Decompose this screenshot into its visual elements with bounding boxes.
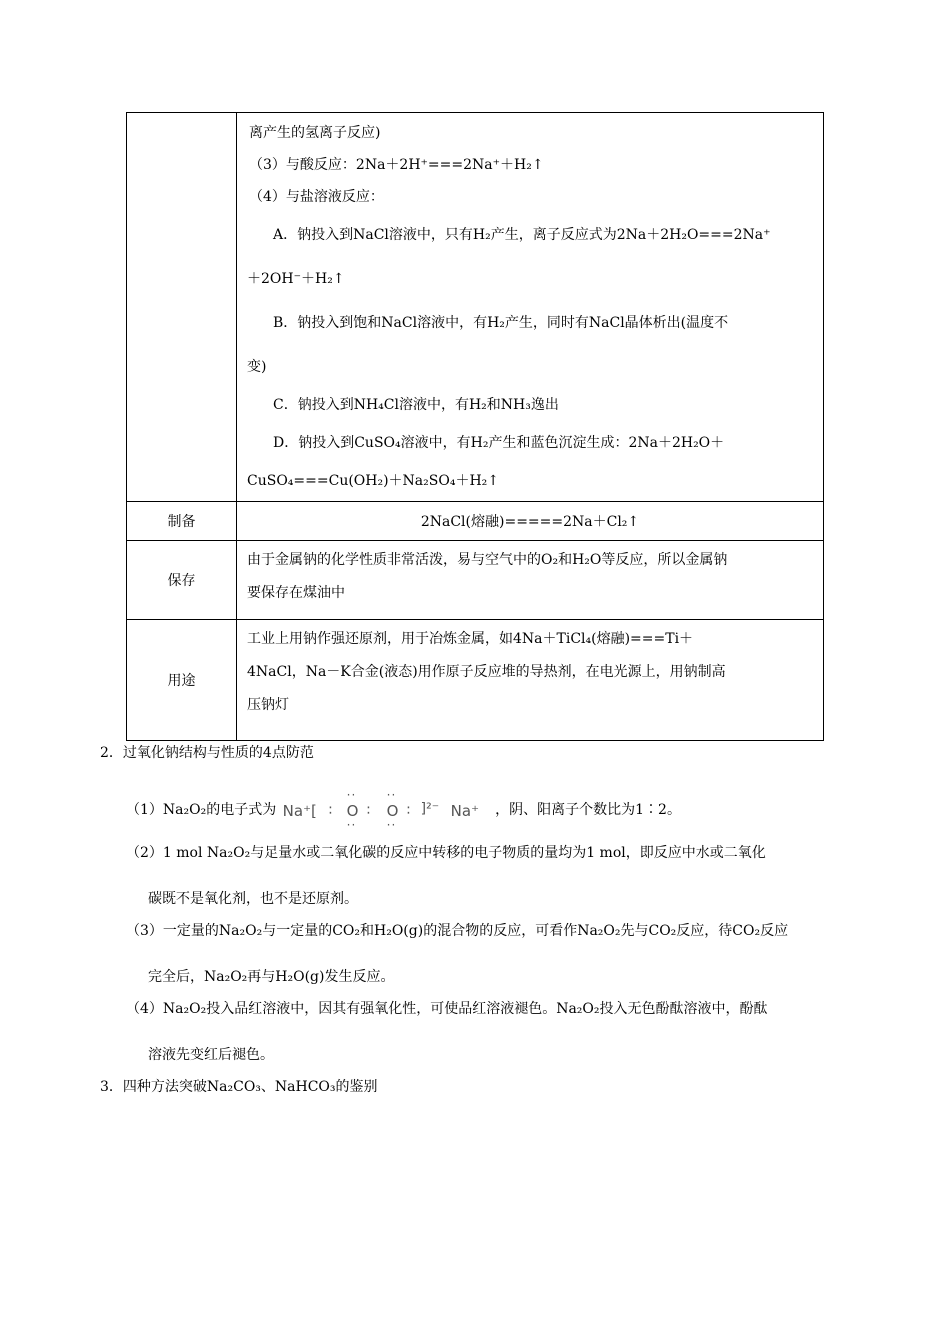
point-4-line1: （4）Na₂O₂投入品红溶液中，因其有强氧化性，可使品红溶液褪色。Na₂O₂投入无色酚酞溶液中，酚酞	[126, 1001, 768, 1017]
reaction-d-line1: D．钠投入到CuSO₄溶液中，有H₂产生和蓝色沉淀生成：2Na＋2H₂O＋	[273, 435, 725, 451]
point-3-line2: 完全后，Na₂O₂再与H₂O(g)发生反应。	[148, 969, 395, 985]
point-2-line2: 碳既不是氧化剂，也不是还原剂。	[148, 891, 358, 907]
table-row-store	[127, 541, 824, 620]
electron-formula	[281, 790, 491, 830]
store-line1: 由于金属钠的化学性质非常活泼，易与空气中的O₂和H₂O等反应，所以金属钠	[247, 552, 728, 568]
formula-colon: ∶	[406, 803, 411, 819]
table-row-use	[127, 620, 824, 741]
formula-close: ]²⁻	[420, 801, 440, 817]
reaction-acid: （3）与酸反应：2Na＋2H⁺===2Na⁺＋H₂↑	[249, 157, 544, 173]
section-3-heading: 3．四种方法突破Na₂CO₃、NaHCO₃的鉴别	[100, 1079, 378, 1095]
point-2-line1: （2）1 mol Na₂O₂与足量水或二氧化碳的反应中转移的电子物质的量均为1 mol，即反应中水或二氧化	[126, 845, 766, 861]
reactions-cell	[237, 113, 824, 502]
use-line1: 工业上用钠作强还原剂，用于冶炼金属，如4Na＋TiCl₄(熔融)===Ti＋	[247, 631, 694, 647]
reaction-salt-heading: （4）与盐溶液反应：	[249, 189, 384, 205]
store-cell	[237, 541, 824, 620]
formula-dots: ··	[346, 788, 357, 802]
prep-cell	[237, 502, 824, 541]
use-line2: 4NaCl，Na－K合金(液态)用作原子反应堆的导热剂，在电光源上，用钠制高	[247, 664, 726, 680]
formula-na-left: Na⁺[	[282, 802, 317, 820]
prep-equation: 2NaCl(熔融)=====2Na＋Cl₂↑	[420, 514, 640, 530]
reaction-c-line1: C．钠投入到NH₄Cl溶液中，有H₂和NH₃逸出	[273, 397, 559, 413]
use-cell	[237, 620, 824, 741]
formula-colon: ∶	[328, 803, 333, 819]
formula-o1: O	[346, 802, 359, 820]
use-line3: 压钠灯	[247, 697, 289, 713]
formula-o2: O	[386, 802, 399, 820]
point-4-line2: 溶液先变红后褪色。	[148, 1047, 274, 1063]
reaction-b-line1: B．钠投入到饱和NaCl溶液中，有H₂产生，同时有NaCl晶体析出(温度不	[273, 315, 729, 331]
formula-dots: ··	[386, 788, 397, 802]
point-2	[126, 842, 866, 910]
formula-dots: ··	[386, 818, 397, 832]
point-4	[126, 998, 866, 1066]
point-1-pre: （1）Na₂O₂的电子式为	[126, 802, 277, 818]
point-3	[126, 920, 866, 988]
reaction-line: 离产生的氢离子反应)	[249, 125, 381, 141]
formula-na-right: Na⁺	[450, 802, 480, 820]
prep-label: 制备	[127, 502, 237, 541]
reaction-d-line2: CuSO₄===Cu(OH₂)＋Na₂SO₄＋H₂↑	[247, 473, 499, 489]
reaction-b-line2: 变)	[247, 359, 267, 375]
formula-colon: ∶	[366, 803, 371, 819]
section-2-heading: 2．过氧化钠结构与性质的4点防范	[100, 745, 314, 761]
reaction-a-line1: A．钠投入到NaCl溶液中，只有H₂产生，离子反应式为2Na＋2H₂O===2Na⁺	[273, 227, 771, 243]
point-3-line1: （3）一定量的Na₂O₂与一定量的CO₂和H₂O(g)的混合物的反应，可看作Na₂O₂先与CO₂反应，待CO₂反应	[126, 923, 789, 939]
table-row-reactions	[127, 113, 824, 502]
reaction-a-line2: ＋2OH⁻＋H₂↑	[247, 271, 345, 287]
empty-label-cell	[127, 113, 237, 502]
point-1-post: ，阴、阳离子个数比为1∶2。	[495, 802, 681, 818]
store-label: 保存	[127, 541, 237, 620]
formula-dots: ··	[346, 818, 357, 832]
table-row-prep	[127, 502, 824, 541]
sodium-properties-table	[126, 112, 824, 741]
use-label: 用途	[127, 620, 237, 741]
store-line2: 要保存在煤油中	[247, 585, 345, 601]
point-1	[126, 790, 866, 830]
